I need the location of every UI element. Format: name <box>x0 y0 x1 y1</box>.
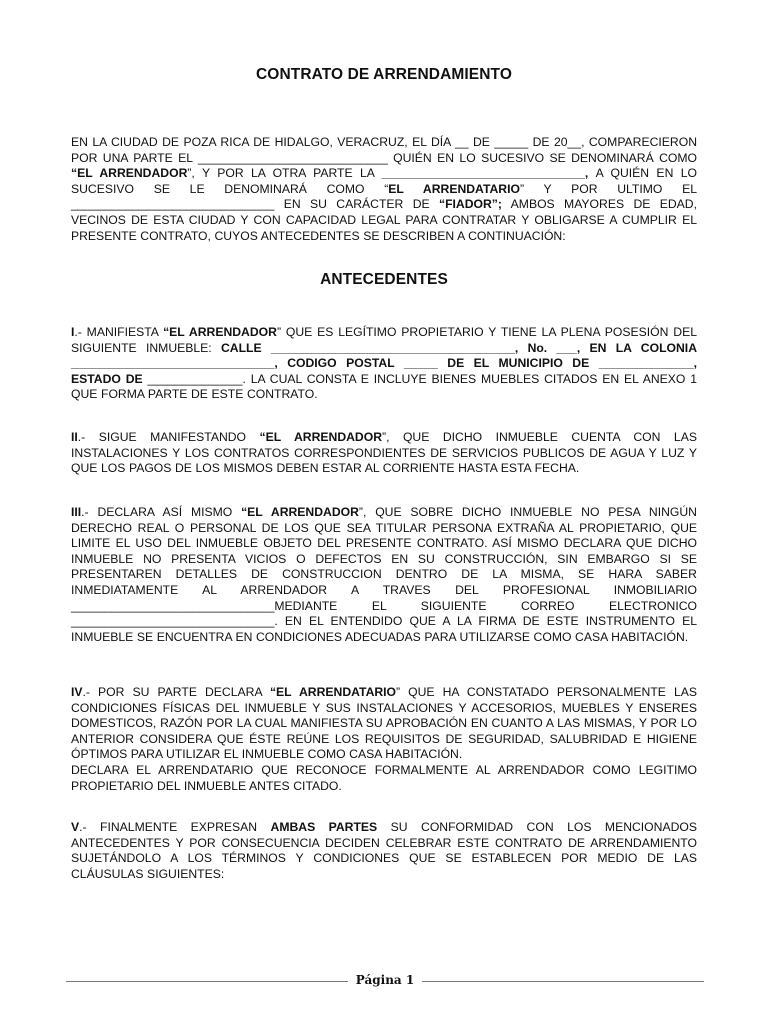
text-run: ______________. LA CUAL CONSTA E INCLUYE BIENES MUEBLES CITADOS EN EL ANEXO 1 QUE FORMA PARTE DE ESTE CONTRATO. <box>71 371 698 402</box>
text-run: ”, Y POR LA OTRA PARTE LA <box>187 166 382 181</box>
bold-text-run: “FIADOR”; <box>439 197 502 212</box>
bold-text-run: EL ARRENDATARIO <box>388 181 520 196</box>
bold-text-run: V <box>71 820 80 834</box>
text-run: ” QUE HA CONSTATADO PERSONALMENTE LAS CONDICIONES FÍSICAS DEL INMUEBLE Y SUS INSTALACIONES Y ACCESORIOS, MUEBLES Y ENSERES DOMESTICOS, RAZÓN POR LA CUAL MANIFIESTA SU APROBACIÓN EN CUANTO A LAS MISMAS, Y POR LO ANTERIOR CONSIDERA QUE ÉSTE REÚNE LOS REQUISITOS DE SEGURIDAD, SALUBRIDAD E HIGIENE ÓPTIMOS PARA UTILIZAR EL INMUEBLE COMO CASA HABITACIÓN. <box>71 685 698 762</box>
footer-rule-right <box>422 981 704 982</box>
bold-text-run: “EL ARRENDATARIO <box>269 685 397 699</box>
text-run: ”, QUE SOBRE DICHO INMUEBLE NO PESA NINGÚN DERECHO REAL O PERSONAL DE LOS QUE SEA TITULAR PERSONA EXTRAÑA AL PROPIETARIO, QUE LIMITE EL USO DEL INMUEBLE OBJETO DEL PRESENTE CONTRATO. ASÍ MISMO DECLARA QUE DICHO INMUEBLE NO PRESENTA VICIOS O DEFECTOS EN SU CONSTRUCCIÓN, SIN EMBARGO SI SE PRESENTAREN DETALLES DE CONSTRUCCION DENTRO DE LA MISMA, SE HARA SABER INMEDIATAMENTE AL ARRENDADOR A TRAVES DEL PROFESIONAL INMOBILIARIO ______________________________MEDIANTE EL SIGUIENTE CORREO ELECTRONICO ______________________________. EN EL ENTENDIDO QUE A LA FIRMA DE ESTE INSTRUMENTO EL INMUEBLE SE ENCUENTRA EN CONDICIONES ADECUADAS PARA UTILIZARSE COMO CASA HABITACIÓN. <box>71 505 697 644</box>
antecedente-v-text <box>71 820 697 882</box>
bold-text-run: III <box>71 505 82 519</box>
bold-text-run: “EL ARRENDADOR <box>163 325 277 339</box>
bold-text-run: “EL ARRENDADOR <box>71 166 188 181</box>
text-run: .- POR SU PARTE DECLARA <box>82 685 270 699</box>
antecedente-i <box>71 325 697 403</box>
text-run: .- DECLARA ASÍ MISMO <box>81 505 242 519</box>
antecedente-i-text <box>71 325 697 403</box>
text-run: .- MANIFIESTA <box>74 325 164 339</box>
antecedente-ii <box>71 430 697 477</box>
text-run: EN LA CIUDAD DE POZA RICA DE HIDALGO, VERACRUZ, EL DÍA __ DE _____ DE 20__, COMPARECIERON POR UNA PARTE EL ____________________________ QUIÉN EN LO SUCESIVO SE DENOMINARÁ COMO <box>71 135 697 165</box>
text-run: ” QUE ES LEGÍTIMO PROPIETARIO Y TIENE LA PLENA POSESIÓN DEL SIGUIENTE INMUEBLE: <box>71 325 697 355</box>
text-run: AMBOS MAYORES DE EDAD, VECINOS DE ESTA CIUDAD Y CON CAPACIDAD LEGAL PARA CONTRATAR Y OBLIGARSE A CUMPLIR EL PRESENTE CONTRATO, CUYOS ANTECEDENTES SE DESCRIBEN A CONTINUACIÓN: <box>71 197 697 243</box>
intro-text <box>71 135 697 244</box>
antecedentes-heading: ANTECEDENTES <box>320 271 448 288</box>
text-run: DECLARA EL ARRENDATARIO QUE RECONOCE FORMALMENTE AL ARRENDADOR COMO LEGITIMO PROPIETARIO DEL INMUEBLE ANTES CITADO. <box>71 762 697 793</box>
bold-text-run: II <box>71 430 78 444</box>
page-footer <box>66 972 704 990</box>
text-run: .- FINALMENTE EXPRESAN <box>79 820 271 834</box>
bold-text-run: “EL ARRENDADOR <box>241 505 359 519</box>
text-run: SU CONFORMIDAD CON LOS MENCIONADOS ANTECEDENTES Y POR CONSECUENCIA DECIDEN CELEBRAR ESTE CONTRATO DE ARRENDAMIENTO SUJETÁNDOLO A LOS TÉRMINOS Y CONDICIONES QUE SE ESTABLECEN POR MEDIO DE LAS CLÁUSULAS SIGUIENTES: <box>71 820 698 881</box>
text-run: ”, QUE DICHO INMUEBLE CUENTA CON LAS INSTALACIONES Y LOS CONTRATOS CORRESPONDIENTES DE SERVICIOS PUBLICOS DE AGUA Y LUZ Y QUE LOS PAGOS DE LOS MISMOS DEBEN ESTAR AL CORRIENTE HASTA ESTA FECHA. <box>71 430 697 476</box>
bold-text-run: I <box>71 325 75 339</box>
antecedente-v <box>71 820 697 882</box>
antecedente-iii-text <box>71 505 697 645</box>
antecedente-iv-declaration <box>71 763 697 794</box>
text-run: .- SIGUE MANIFESTANDO <box>77 430 260 444</box>
text-run: ” Y POR ULTIMO EL ______________________________ EN SU CARÁCTER DE <box>71 181 697 212</box>
bold-text-run: AMBAS PARTES <box>270 820 378 834</box>
bold-text-run: CALLE ____________________________________, No. ___, EN LA COLONIA ______________________________, CODIGO POSTAL _____ DE EL MUNICIPIO DE ______________, ESTADO DE <box>71 340 697 386</box>
antecedente-ii-text <box>71 430 697 477</box>
bold-text-run: “EL ARRENDADOR <box>259 430 383 444</box>
antecedente-iii <box>71 505 697 645</box>
page-number: Página 1 <box>355 973 415 987</box>
text-run: A QUIÉN EN LO SUCESIVO SE LE DENOMINARÁ COMO “ <box>71 166 697 196</box>
bold-text-run: ______________________________, <box>381 166 596 181</box>
document-title: CONTRATO DE ARRENDAMIENTO <box>256 66 512 83</box>
bold-text-run: IV <box>71 685 83 699</box>
antecedente-iv <box>71 685 697 794</box>
intro-paragraph <box>71 135 697 244</box>
antecedente-iv-text <box>71 685 697 763</box>
